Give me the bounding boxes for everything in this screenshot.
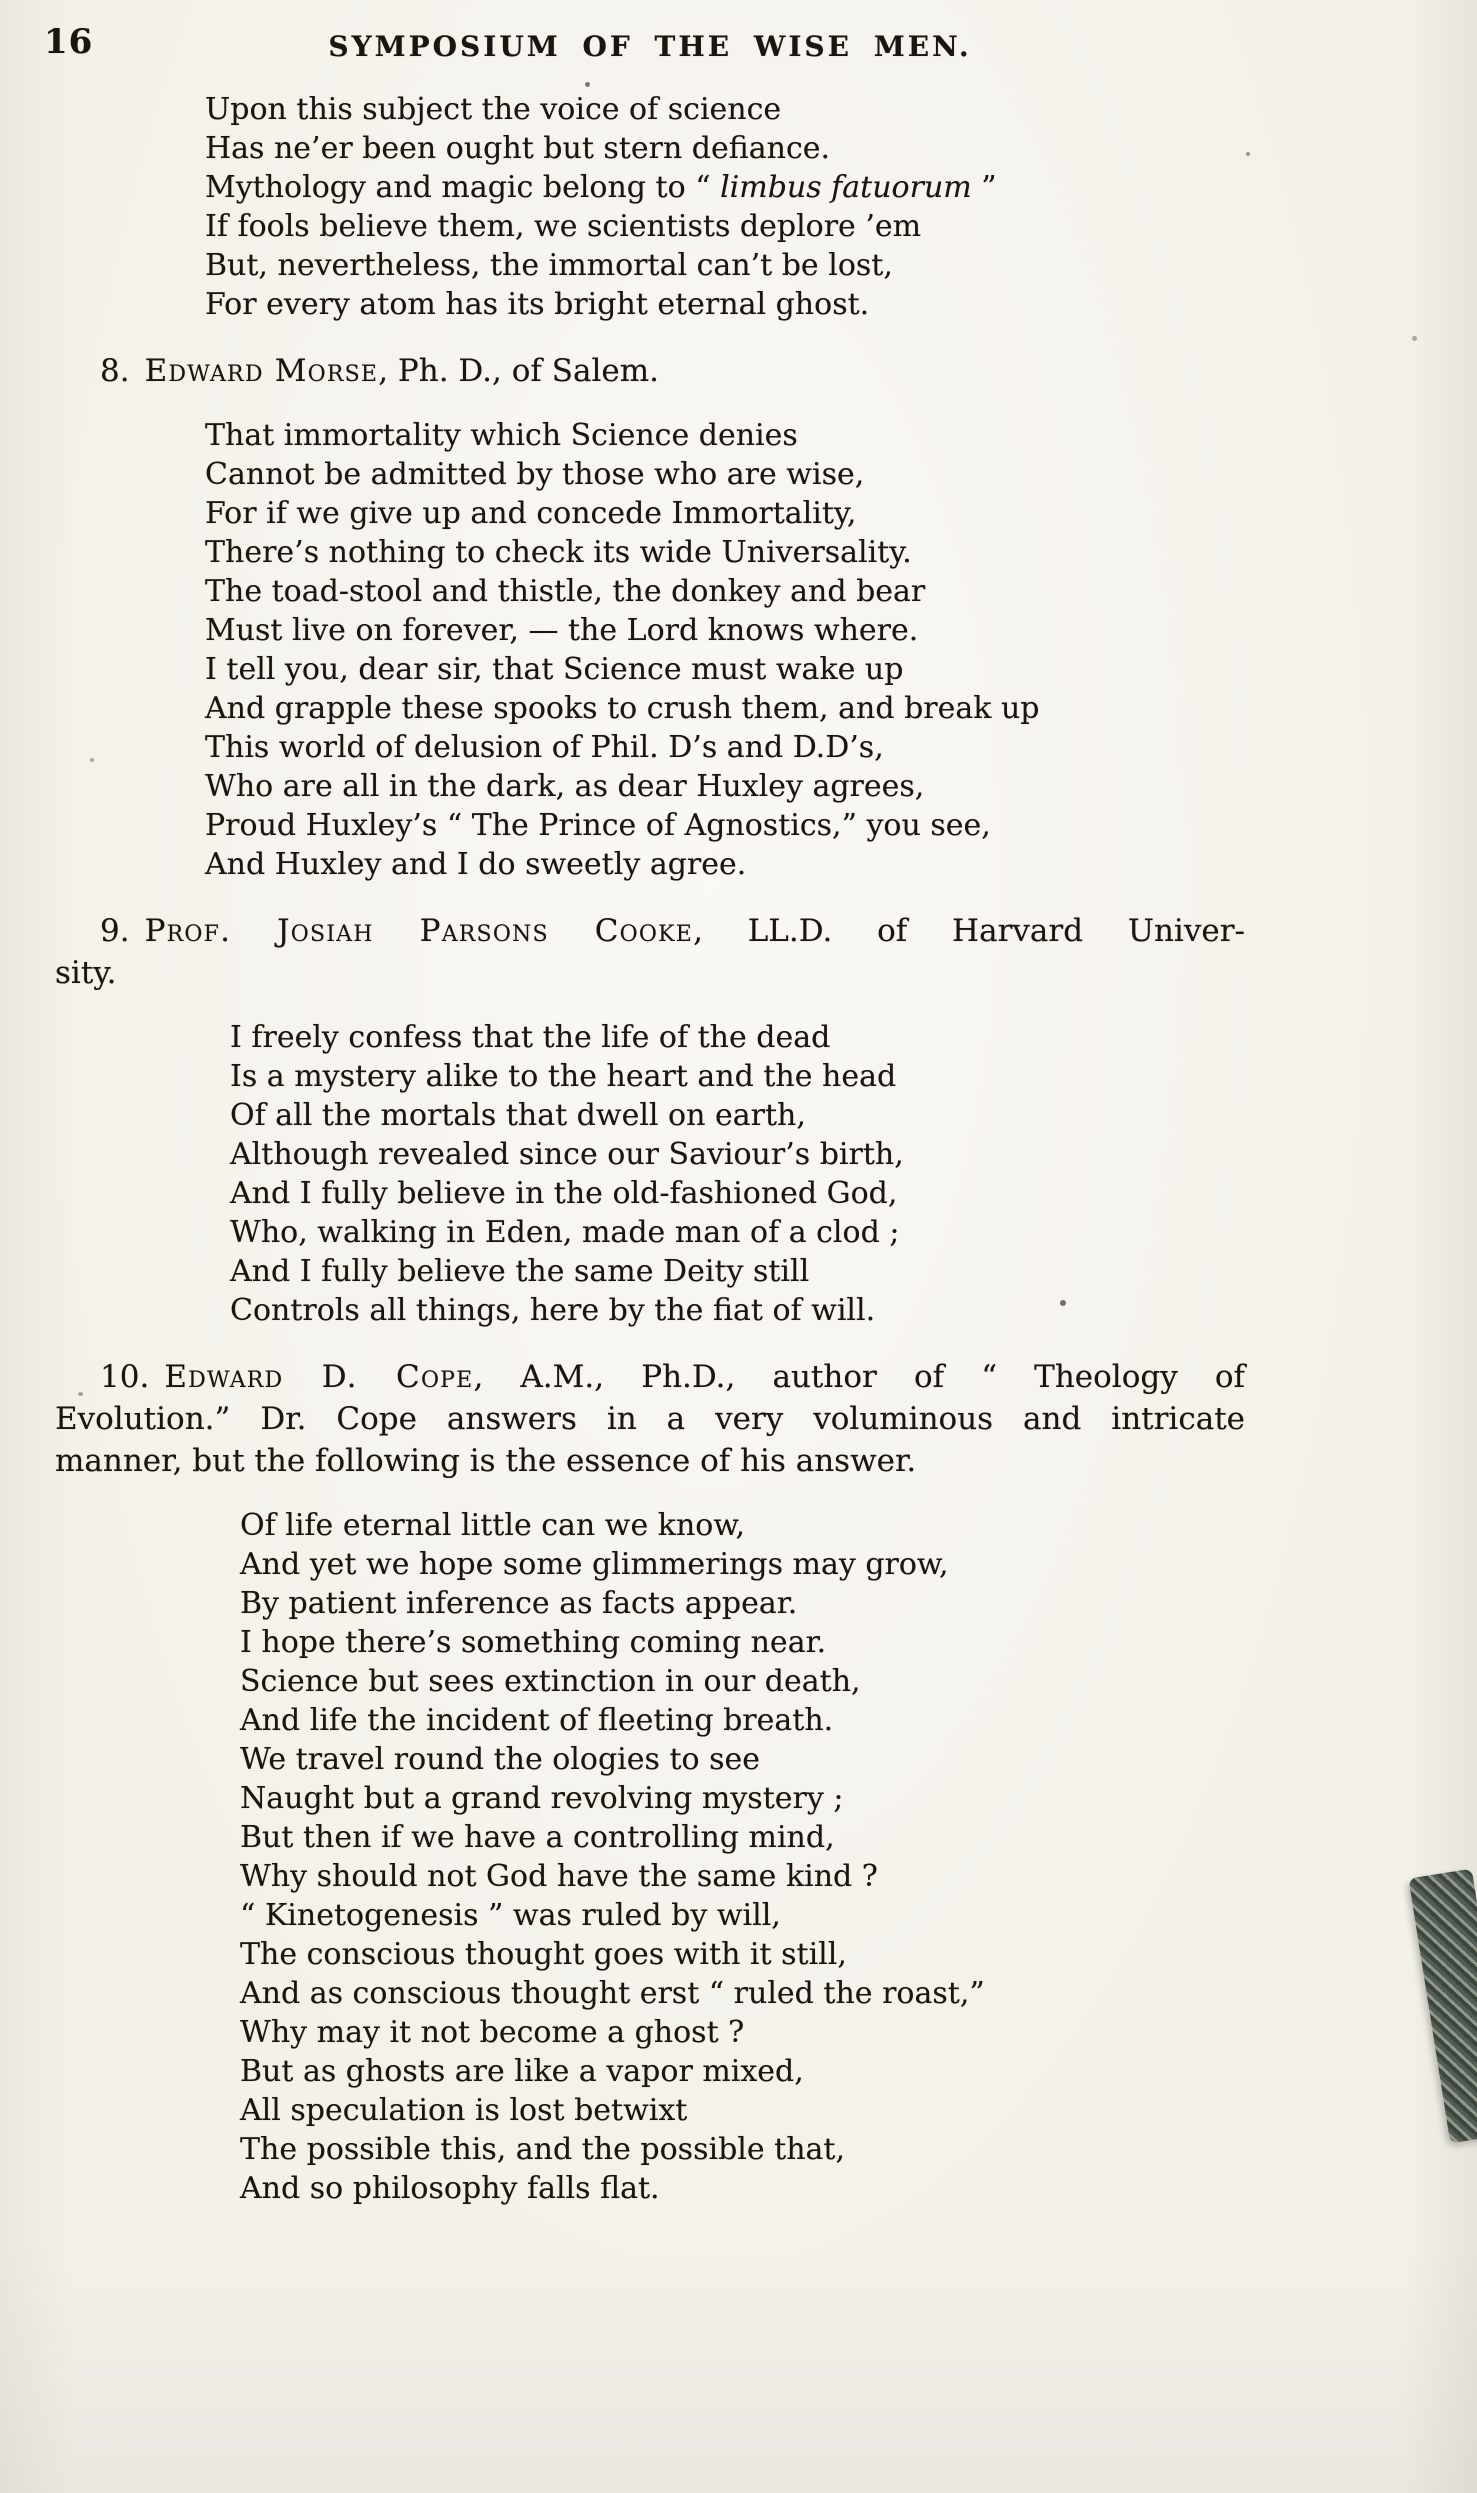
opening-verse: [205, 90, 1245, 324]
entry-author-name: Prof. Josiah Parsons Cooke: [144, 913, 694, 949]
verse-line: Has ne’er been ought but stern defiance.: [205, 131, 831, 166]
verse-line: All speculation is lost betwixt: [240, 2093, 688, 2128]
verse-line: If fools believe them, we scientists deplore ’em: [205, 209, 922, 244]
scan-speck: [90, 758, 94, 762]
verse-line: And as conscious thought erst “ ruled the roast,”: [240, 1976, 985, 2011]
scan-speck: [1060, 1300, 1066, 1306]
verse-text: Mythology and magic belong to “: [205, 170, 721, 205]
verse-line: Why may it not become a ghost ?: [240, 2015, 745, 2050]
verse-line: Science but sees extinction in our death,: [240, 1664, 861, 1699]
verse-line: By patient inference as facts appear.: [240, 1586, 798, 1621]
scan-artifact-pattern: [1408, 1869, 1477, 2144]
entry-heading: [55, 1356, 1245, 1398]
verse-line: Although revealed since our Saviour’s birth,: [230, 1137, 904, 1172]
entry-number: 8.: [100, 353, 130, 389]
verse-line: For every atom has its bright eternal ghost.: [205, 287, 870, 322]
verse-line: Proud Huxley’s “ The Prince of Agnostics,” you see,: [205, 808, 991, 843]
running-header: SYMPOSIUM OF THE WISE MEN.: [328, 30, 972, 63]
verse-line: Is a mystery alike to the heart and the head: [230, 1059, 897, 1094]
entry-heading: [55, 350, 1245, 392]
page-content: [55, 90, 1245, 2208]
verse-line: [205, 168, 1245, 207]
verse-line: And yet we hope some glimmerings may grow,: [240, 1547, 949, 1582]
verse-line: Who are all in the dark, as dear Huxley agrees,: [205, 769, 925, 804]
verse-line: But, nevertheless, the immortal can’t be lost,: [205, 248, 893, 283]
verse-line: Must live on forever, — the Lord knows where.: [205, 613, 919, 648]
verse-line: Cannot be admitted by those who are wise,: [205, 457, 865, 492]
verse-line: Upon this subject the voice of science: [205, 92, 782, 127]
verse-line: Naught but a grand revolving mystery ;: [240, 1781, 844, 1816]
page-number: 16: [44, 22, 94, 62]
entry-8: [55, 350, 1245, 884]
entry-number: 9.: [100, 913, 130, 949]
verse-line: And grapple these spooks to crush them, and break up: [205, 691, 1040, 726]
verse-line: This world of delusion of Phil. D’s and D.D’s,: [205, 730, 884, 765]
entry-9: [55, 910, 1245, 1330]
entry-author-title: , A.M., Ph.D., author of “ Theology of: [473, 1359, 1245, 1395]
entry-author-name: Edward D. Cope: [164, 1359, 474, 1395]
verse-line: There’s nothing to check its wide Universality.: [205, 535, 912, 570]
entry-author-title: , Ph. D., of Salem.: [378, 353, 659, 389]
entry-10: [55, 1356, 1245, 2208]
entry-heading-wrap: Evolution.” Dr. Cope answers in a very voluminous and intricate: [55, 1401, 1245, 1437]
verse-line: And so philosophy falls flat.: [240, 2171, 660, 2206]
verse-line: And I fully believe the same Deity still: [230, 1254, 810, 1289]
latin-phrase: limbus fatuorum: [720, 170, 972, 205]
verse-text: ”: [971, 170, 997, 205]
verse-line: That immortality which Science denies: [205, 418, 798, 453]
scan-speck: [1246, 152, 1250, 156]
verse-line: For if we give up and concede Immortality,: [205, 496, 857, 531]
verse-cope: [240, 1506, 1245, 2208]
verse-line: The toad-stool and thistle, the donkey and bear: [205, 574, 926, 609]
entry-heading: [55, 910, 1245, 952]
verse-line: I freely confess that the life of the dead: [230, 1020, 831, 1055]
verse-line: I hope there’s something coming near.: [240, 1625, 827, 1660]
verse-line: I tell you, dear sir, that Science must wake up: [205, 652, 904, 687]
scan-speck: [78, 1392, 83, 1396]
verse-line: Of all the mortals that dwell on earth,: [230, 1098, 806, 1133]
entry-number: 10.: [100, 1359, 150, 1395]
entry-heading-wrap: manner, but the following is the essence of his answer.: [55, 1443, 917, 1479]
verse-morse: [205, 416, 1245, 884]
verse-line: And I fully believe in the old-fashioned God,: [230, 1176, 898, 1211]
scan-speck: [585, 82, 590, 87]
entry-author-name: Edward Morse: [144, 353, 379, 389]
entry-author-title: , LL.D. of Harvard Univer-: [693, 913, 1245, 949]
scan-speck: [1412, 336, 1417, 341]
verse-cooke: [230, 1018, 1245, 1330]
verse-line: Controls all things, here by the fiat of will.: [230, 1293, 876, 1328]
verse-line: Why should not God have the same kind ?: [240, 1859, 878, 1894]
verse-line: The possible this, and the possible that,: [240, 2132, 846, 2167]
entry-heading-wrap: sity.: [55, 955, 117, 991]
verse-line: Of life eternal little can we know,: [240, 1508, 745, 1543]
verse-line: The conscious thought goes with it still,: [240, 1937, 847, 1972]
verse-line: But as ghosts are like a vapor mixed,: [240, 2054, 804, 2089]
verse-line: And Huxley and I do sweetly agree.: [205, 847, 747, 882]
verse-line: “ Kinetogenesis ” was ruled by will,: [240, 1898, 781, 1933]
verse-line: And life the incident of fleeting breath.: [240, 1703, 834, 1738]
verse-line: We travel round the ologies to see: [240, 1742, 761, 1777]
verse-line: But then if we have a controlling mind,: [240, 1820, 835, 1855]
verse-line: Who, walking in Eden, made man of a clod ;: [230, 1215, 900, 1250]
